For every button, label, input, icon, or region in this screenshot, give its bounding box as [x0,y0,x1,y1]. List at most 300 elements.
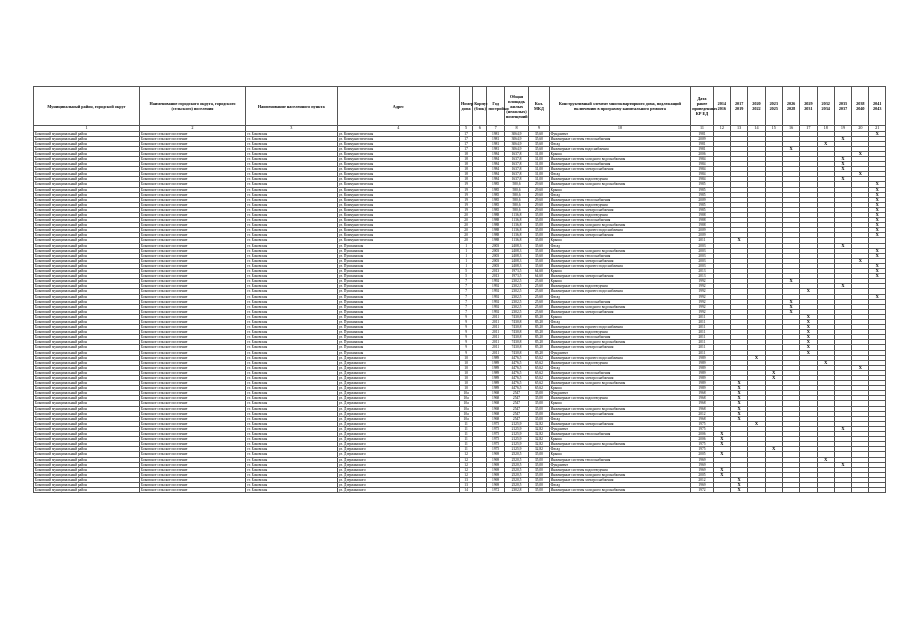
table-cell: Боковский муниципальный район [34,228,140,233]
period-mark-cell: X [800,289,817,294]
period-mark-cell: X [765,370,782,375]
table-cell: 1637,8 [504,162,528,167]
table-cell: Боковское сельское поселение [139,192,245,197]
table-cell: Инженерные системы холодного водоснабжения [549,472,691,477]
table-cell: 1989 [487,386,504,391]
table-cell: 1968 [691,416,713,421]
table-cell: 2003 [487,248,504,253]
table-cell: ст. Боковская [245,274,337,279]
table-cell: Инженерные системы теплоснабжения [549,197,691,202]
table-cell: ул. Коммунистическая [337,228,459,233]
table-cell: 5 [459,269,472,274]
table-cell: 1637,8 [504,151,528,156]
column-header: 2017 2019 [730,87,747,126]
table-cell: 35,00 [529,462,549,467]
table-cell: ул. Коммунистическая [337,223,459,228]
table-cell: ул. Коммунистическая [337,182,459,187]
table-cell: Боковское сельское поселение [139,202,245,207]
table-cell: 12 [459,452,472,457]
table-cell: 18 [459,151,472,156]
table-cell: Боковское сельское поселение [139,304,245,309]
table-cell: Боковское сельское поселение [139,406,245,411]
column-number: 6 [473,126,487,132]
table-cell: 1992 [487,294,504,299]
table-cell: 1972 [691,488,713,493]
table-cell: 31,00 [529,167,549,172]
column-number: 15 [765,126,782,132]
table-cell: Крыша [549,269,691,274]
table-cell: 1984 [691,167,713,172]
table-cell: 1992 [691,289,713,294]
table-cell: 7 [459,289,472,294]
table-cell: Боковское сельское поселение [139,274,245,279]
period-mark-cell: X [782,309,799,314]
table-cell: Фасад [549,416,691,421]
table-cell: Фасад [549,319,691,324]
capital-repair-register-table [33,86,886,493]
period-mark-cell: X [817,141,834,146]
table-cell: Фундамент [549,391,691,396]
table-cell: 2547 [504,406,528,411]
table-cell: 2011 [691,340,713,345]
table-cell: 17 [459,146,472,151]
table-cell: 35,00 [529,488,549,493]
table-cell: 19 [459,192,472,197]
table-cell: Боковское сельское поселение [139,228,245,233]
table-cell: 1985 [691,192,713,197]
table-cell: 1969 [487,457,504,462]
period-mark-cell: X [800,325,817,330]
table-cell: ул. Дзержинского [337,416,459,421]
table-cell: 9 [459,330,472,335]
table-cell: 2011 [487,314,504,319]
period-mark-cell: X [730,411,747,416]
table-cell: 2013 [691,269,713,274]
table-cell: 35,60 [529,248,549,253]
table-cell: ул. Дзержинского [337,472,459,477]
table-cell: 10 [459,376,472,381]
period-mark-cell: X [869,207,886,212]
table-cell: 25,60 [529,304,549,309]
table-cell: ул. Дзержинского [337,396,459,401]
table-cell: 2011 [487,345,504,350]
table-cell: Боковский муниципальный район [34,391,140,396]
table-cell: ул. Пушкинская [337,258,459,263]
table-cell: 64,60 [529,274,549,279]
period-mark-cell: X [713,432,730,437]
table-cell: Боковский муниципальный район [34,396,140,401]
table-cell: 1992 [691,299,713,304]
table-cell: 2125,9 [504,442,528,447]
table-cell: 1975 [691,421,713,426]
table-cell: 29,60 [529,207,549,212]
table-cell: Инженерные системы электроснабжения [549,345,691,350]
table-cell: Боковский муниципальный район [34,223,140,228]
table-cell: 10а [459,416,472,421]
table-cell: Боковский муниципальный район [34,386,140,391]
table-cell: ст. Боковская [245,243,337,248]
table-cell: 29,60 [529,192,549,197]
table-cell: 65,62 [529,370,549,375]
column-header: 2032 2034 [817,87,834,126]
table-cell: 2003 [487,263,504,268]
period-mark-cell: X [869,213,886,218]
table-cell: 2125,9 [504,447,528,452]
table-cell: 1992 [487,284,504,289]
table-cell: 1975 [487,447,504,452]
table-cell: Боковский муниципальный район [34,482,140,487]
table-cell: 2547 [504,401,528,406]
column-header: 2038 2040 [852,87,869,126]
table-cell: 3064,9 [504,141,528,146]
table-cell: 2003 [691,253,713,258]
table-cell: 2013 [487,274,504,279]
period-mark-cell [782,488,799,493]
table-cell: 2408,3 [504,248,528,253]
table-cell: Боковское сельское поселение [139,488,245,493]
column-header: 2026 2028 [782,87,799,126]
table-cell: 2302,5 [504,294,528,299]
table-cell: Боковский муниципальный район [34,253,140,258]
table-cell: ул. Дзержинского [337,411,459,416]
table-cell: 1988 [691,218,713,223]
column-header: 2014 2016 [713,87,730,126]
table-cell: Боковское сельское поселение [139,233,245,238]
table-cell: ст. Боковская [245,263,337,268]
table-cell: 4476,5 [504,386,528,391]
table-cell: Боковское сельское поселение [139,238,245,243]
table-cell: ст. Боковская [245,248,337,253]
table-cell: Боковский муниципальный район [34,432,140,437]
period-mark-cell: X [800,314,817,319]
table-cell: ст. Боковская [245,253,337,258]
table-cell: Боковское сельское поселение [139,386,245,391]
table-cell: ул. Дзержинского [337,432,459,437]
table-cell: 1975 [487,437,504,442]
table-cell: Боковское сельское поселение [139,162,245,167]
table-cell: Боковское сельское поселение [139,457,245,462]
table-cell: 1985 [487,192,504,197]
period-mark-cell: X [713,452,730,457]
table-cell: 1136,8 [504,238,528,243]
table-cell: 1969 [487,452,504,457]
table-cell: 11 [459,426,472,431]
table-cell: 10а [459,391,472,396]
table-cell: 14 [459,488,472,493]
table-cell: Инженерные системы горячего водоснабжения [549,325,691,330]
table-cell: 1968 [487,396,504,401]
table-cell: ст. Боковская [245,381,337,386]
table-cell: ст. Боковская [245,426,337,431]
table-cell: 2003 [691,243,713,248]
table-cell: Фасад [549,294,691,299]
table-cell: 4476,5 [504,370,528,375]
table-cell: 2009 [691,197,713,202]
column-number: 3 [245,126,337,132]
period-mark-cell: X [834,156,851,161]
table-cell: 9 [459,340,472,345]
table-cell: ул. Пушкинская [337,325,459,330]
table-cell: Боковский муниципальный район [34,218,140,223]
table-cell: 32,82 [529,437,549,442]
period-mark-cell: X [869,223,886,228]
table-cell: 2408,3 [504,258,528,263]
table-cell: 35,60 [529,146,549,151]
table-cell: 1968 [691,401,713,406]
column-number: 13 [730,126,747,132]
table-cell: Боковский муниципальный район [34,162,140,167]
table-cell: Боковское сельское поселение [139,182,245,187]
table-cell: 1968 [691,396,713,401]
table-cell: Инженерные системы теплоснабжения [549,370,691,375]
table-cell: 1975 [487,442,504,447]
table-cell: 1984 [691,177,713,182]
table-cell: Боковское сельское поселение [139,223,245,228]
table-cell: 2011 [691,314,713,319]
table-cell: 1988 [487,213,504,218]
table-cell: Боковское сельское поселение [139,350,245,355]
period-mark-cell: X [782,299,799,304]
period-mark-cell: X [834,426,851,431]
table-cell: 13 [459,482,472,487]
table-cell: 1969 [691,467,713,472]
table-cell: 2011 [487,340,504,345]
table-cell: ул. Коммунистическая [337,197,459,202]
column-header: 2020 2022 [748,87,765,126]
table-cell: 35,00 [529,391,549,396]
table-cell: Крыша [549,314,691,319]
table-cell: 1992 [691,284,713,289]
table-cell: ул. Дзержинского [337,457,459,462]
table-cell: 65,62 [529,355,549,360]
table-cell: 11 [459,442,472,447]
table-cell: Боковский муниципальный район [34,136,140,141]
table-cell: 2302,5 [504,289,528,294]
table-cell: Инженерные системы теплоснабжения [549,162,691,167]
table-cell: Боковское сельское поселение [139,141,245,146]
table-cell: Боковский муниципальный район [34,447,140,452]
table-cell: Боковское сельское поселение [139,396,245,401]
column-number: 9 [529,126,549,132]
table-cell: 1985 [691,202,713,207]
table-cell: Боковский муниципальный район [34,263,140,268]
period-mark-cell [713,488,730,493]
table-cell: Боковское сельское поселение [139,447,245,452]
table-cell: 20 [459,223,472,228]
table-cell: 10а [459,411,472,416]
table-cell: ул. Дзержинского [337,391,459,396]
table-cell: 2125,9 [504,421,528,426]
table-cell: ст. Боковская [245,350,337,355]
table-cell: 35,00 [529,401,549,406]
table-cell: Боковское сельское поселение [139,218,245,223]
period-mark-cell: X [869,233,886,238]
table-cell: ст. Боковская [245,411,337,416]
table-cell: ст. Боковская [245,325,337,330]
table-cell: ул. Дзержинского [337,360,459,365]
table-cell: ул. Пушкинская [337,253,459,258]
table-cell: 2011 [691,345,713,350]
table-cell: 10 [459,370,472,375]
table-cell: Фасад [549,141,691,146]
period-mark-cell: X [713,442,730,447]
table-cell: Боковский муниципальный район [34,437,140,442]
table-cell: 1973,5 [504,274,528,279]
table-cell: Боковское сельское поселение [139,258,245,263]
table-cell: Боковское сельское поселение [139,355,245,360]
table-cell: Боковский муниципальный район [34,350,140,355]
table-cell: 7430,8 [504,340,528,345]
table-cell: Боковский муниципальный район [34,238,140,243]
table-cell: 11 [459,437,472,442]
table-cell: 19 [459,207,472,212]
column-number: 18 [817,126,834,132]
table-cell: ст. Боковская [245,309,337,314]
table-cell: Боковское сельское поселение [139,248,245,253]
table-cell: 7430,8 [504,325,528,330]
table-cell: 7 [459,284,472,289]
table-cell: Фундамент [549,462,691,467]
table-cell: 2302,5 [504,279,528,284]
table-cell: 1984 [487,167,504,172]
table-cell: Боковский муниципальный район [34,370,140,375]
table-cell: ст. Боковская [245,223,337,228]
table-cell: ст. Боковская [245,151,337,156]
table-cell: Боковский муниципальный район [34,243,140,248]
table-cell: ул. Коммунистическая [337,218,459,223]
table-cell: 1989 [691,370,713,375]
period-mark-cell: X [748,421,765,426]
table-cell: 2009 [691,228,713,233]
table-cell: Фундамент [549,350,691,355]
table-cell: ст. Боковская [245,197,337,202]
table-cell: 2009 [691,233,713,238]
table-cell: 7430,8 [504,314,528,319]
table-cell: ст. Боковская [245,467,337,472]
period-mark-cell: X [834,162,851,167]
table-cell: Фасад [549,447,691,452]
table-cell: 2520,5 [504,452,528,457]
column-number: 12 [713,126,730,132]
table-cell: Инженерные системы теплоснабжения [549,253,691,258]
column-number: 17 [800,126,817,132]
table-cell: 35,00 [529,228,549,233]
table-cell: ст. Боковская [245,141,337,146]
table-cell: Боковский муниципальный район [34,314,140,319]
table-cell: Боковское сельское поселение [139,376,245,381]
table-cell: 1981 [691,141,713,146]
table-cell: 580,6 [504,197,528,202]
period-mark-cell [748,488,765,493]
table-cell: Инженерные системы водоотведения [549,360,691,365]
table-cell: ул. Коммунистическая [337,213,459,218]
table-cell: Боковское сельское поселение [139,452,245,457]
table-cell: Боковское сельское поселение [139,391,245,396]
table-cell: Инженерные системы холодного водоснабжения [549,488,691,493]
column-header: 2029 2031 [800,87,817,126]
table-cell: Боковский муниципальный район [34,426,140,431]
table-cell: Боковское сельское поселение [139,330,245,335]
table-cell: Боковский муниципальный район [34,416,140,421]
table-cell: 12 [459,457,472,462]
table-cell: 1981 [691,131,713,136]
column-header: Муниципальный район, городской округ [34,87,140,126]
table-cell: 35,00 [529,457,549,462]
table-cell: Боковский муниципальный район [34,381,140,386]
table-cell: 1969 [691,457,713,462]
table-cell: Боковское сельское поселение [139,243,245,248]
table-cell: 10 [459,381,472,386]
table-cell: Боковский муниципальный район [34,401,140,406]
table-cell: 1992 [691,304,713,309]
table-cell: 18 [459,156,472,161]
table-cell: ул. Пушкинская [337,350,459,355]
table-cell: ст. Боковская [245,437,337,442]
table-cell: 4476,5 [504,365,528,370]
table-cell: 2125,9 [504,437,528,442]
table-cell: 19 [459,182,472,187]
period-mark-cell: X [730,391,747,396]
table-cell: 1969 [487,482,504,487]
column-header: Конструктивный элемент многоквартирного дома, подлежащий включению в программу капитального ремонта [549,87,691,126]
period-mark-cell: X [730,386,747,391]
table-cell: ст. Боковская [245,462,337,467]
period-mark-cell: X [817,360,834,365]
period-mark-cell: X [869,269,886,274]
table-cell: 17 [459,131,472,136]
table-cell: 1988 [487,233,504,238]
table-cell: 2003 [487,253,504,258]
table-cell: 2012 [691,411,713,416]
table-cell: 1984 [487,177,504,182]
table-cell: Боковский муниципальный район [34,202,140,207]
table-cell: ул. Пушкинская [337,263,459,268]
table-cell: Боковский муниципальный район [34,187,140,192]
table-cell: Инженерные системы электроснабжения [549,167,691,172]
column-number: 8 [504,126,528,132]
table-cell: 35,60 [529,136,549,141]
table-cell: 2003 [691,263,713,268]
table-cell: 35,60 [529,263,549,268]
table-cell: ул. Коммунистическая [337,192,459,197]
table-cell: 1637,8 [504,172,528,177]
table-cell: 29,60 [529,197,549,202]
table-cell: ул. Дзержинского [337,488,459,493]
table-cell: Инженерные системы холодного водоснабжения [549,406,691,411]
table-cell: 2520,5 [504,462,528,467]
table-cell: 2011 [691,319,713,324]
table-cell: ул. Пушкинская [337,340,459,345]
table-cell: 18 [459,167,472,172]
table-cell: ул. Пушкинская [337,289,459,294]
table-cell: 11 [459,432,472,437]
table-cell: Инженерные системы электроснабжения [549,477,691,482]
table-cell: 18 [459,177,472,182]
table-cell: ст. Боковская [245,258,337,263]
table-cell: Инженерные системы холодного водоснабжения [549,340,691,345]
table-cell: Боковское сельское поселение [139,365,245,370]
table-cell: 1969 [691,482,713,487]
period-mark-cell: X [800,335,817,340]
table-cell: 1985 [487,182,504,187]
table-cell: ул. Пушкинская [337,330,459,335]
table-cell: 2003 [691,248,713,253]
table-cell: Боковский муниципальный район [34,258,140,263]
table-cell: 2011 [691,238,713,243]
table-cell: 1984 [487,151,504,156]
table-cell: Инженерные системы водоотведения [549,330,691,335]
table-cell: 12 [459,462,472,467]
